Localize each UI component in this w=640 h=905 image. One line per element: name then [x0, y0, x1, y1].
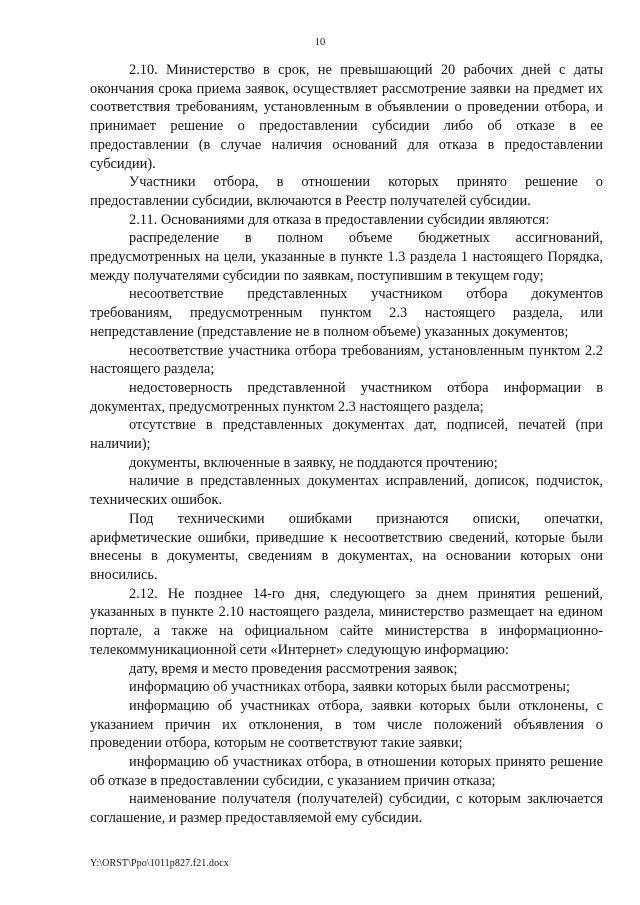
list-item-participant-mismatch: несоответствие участника отбора требованиям, установленным пунктом 2.2 настоящего раздела; — [90, 342, 603, 378]
list-item-missing-signatures: отсутствие в представленных документах дат, подписей, печатей (при наличии); — [90, 417, 603, 453]
list-item-corrections: наличие в представленных документах исправлений, дописок, подчисток, технических ошибок. — [90, 473, 603, 509]
footer-file-path: Y:\ORST\Ppo\1011p827.f21.docx — [90, 858, 229, 869]
list-item-documents-mismatch: несоответствие представленных участником отбора документов требованиям, предусмотренным пунктом 2.3 настоящего раздела, или непредставление (представление не в полном объеме) указанных документов; — [90, 286, 603, 340]
list-item-unreadable-documents: документы, включенные в заявку, не поддаются прочтению; — [129, 454, 498, 471]
list-item-refused-participants: информацию об участниках отбора, в отношении которых принято решение об отказе в предоставлении субсидии, с указанием причин отказа; — [90, 754, 603, 789]
list-item-budget-distribution: распределение в полном объеме бюджетных ассигнований, предусмотренных на цели, указанные в пункте 1.3 раздела 1 настоящего Порядка, между получателями субсидии по заявкам, поступившим в текущем году; — [90, 230, 603, 284]
paragraph-technical-errors: Под техническими ошибками признаются описки, опечатки, арифметические ошибки, приведшие к несоответствию сведений, которые были внесены в документы, сведениям в документах, на основании которых они вносились. — [90, 510, 603, 583]
paragraph-registry-inclusion: Участники отбора, в отношении которых принято решение о предоставлении субсидии, включаются в Реестр получателей субсидии. — [90, 174, 603, 209]
list-item-reviewed-participants: информацию об участниках отбора, заявки которых были рассмотрены; — [129, 679, 570, 696]
list-item-review-date: дату, время и место проведения рассмотрения заявок; — [129, 660, 458, 677]
paragraph-2-10: 2.10. Министерство в срок, не превышающий 20 рабочих дней с даты окончания срока приема заявок, осуществляет рассмотрение заявки на предмет их соответствия требованиям, установленным в объявлении о проведении отбора, и принимает решение о предоставлении субсидии либо об отказе в ее предоставлении (в случае наличия оснований для отказа в предоставлении субсидии). — [90, 62, 603, 172]
list-item-false-information: недостоверность представленной участником отбора информации в документах, предусмотренных пунктом 2.3 настоящего раздела; — [90, 379, 603, 415]
document-body — [90, 61, 603, 828]
list-item-rejected-participants: информацию об участниках отбора, заявки которых были отклонены, с указанием причин их отклонения, в том числе положений объявления о проведении отбора, которым не соответствуют такие заявки; — [90, 697, 603, 752]
list-item-recipient-name: наименование получателя (получателей) субсидии, с которым заключается соглашение, и размер предоставляемой ему субсидии. — [90, 791, 603, 827]
paragraph-2-12: 2.12. Не позднее 14-го дня, следующего за днем принятия решений, указанных в пункте 2.10 настоящего раздела, министерство размещает на едином портале, а также на официальном сайте министерства в информационно-телекоммуникационной сети «Интернет» следующую информацию: — [90, 585, 603, 658]
page-number: 10 — [314, 37, 326, 48]
paragraph-2-11: 2.11. Основаниями для отказа в предоставлении субсидии являются: — [129, 211, 550, 228]
